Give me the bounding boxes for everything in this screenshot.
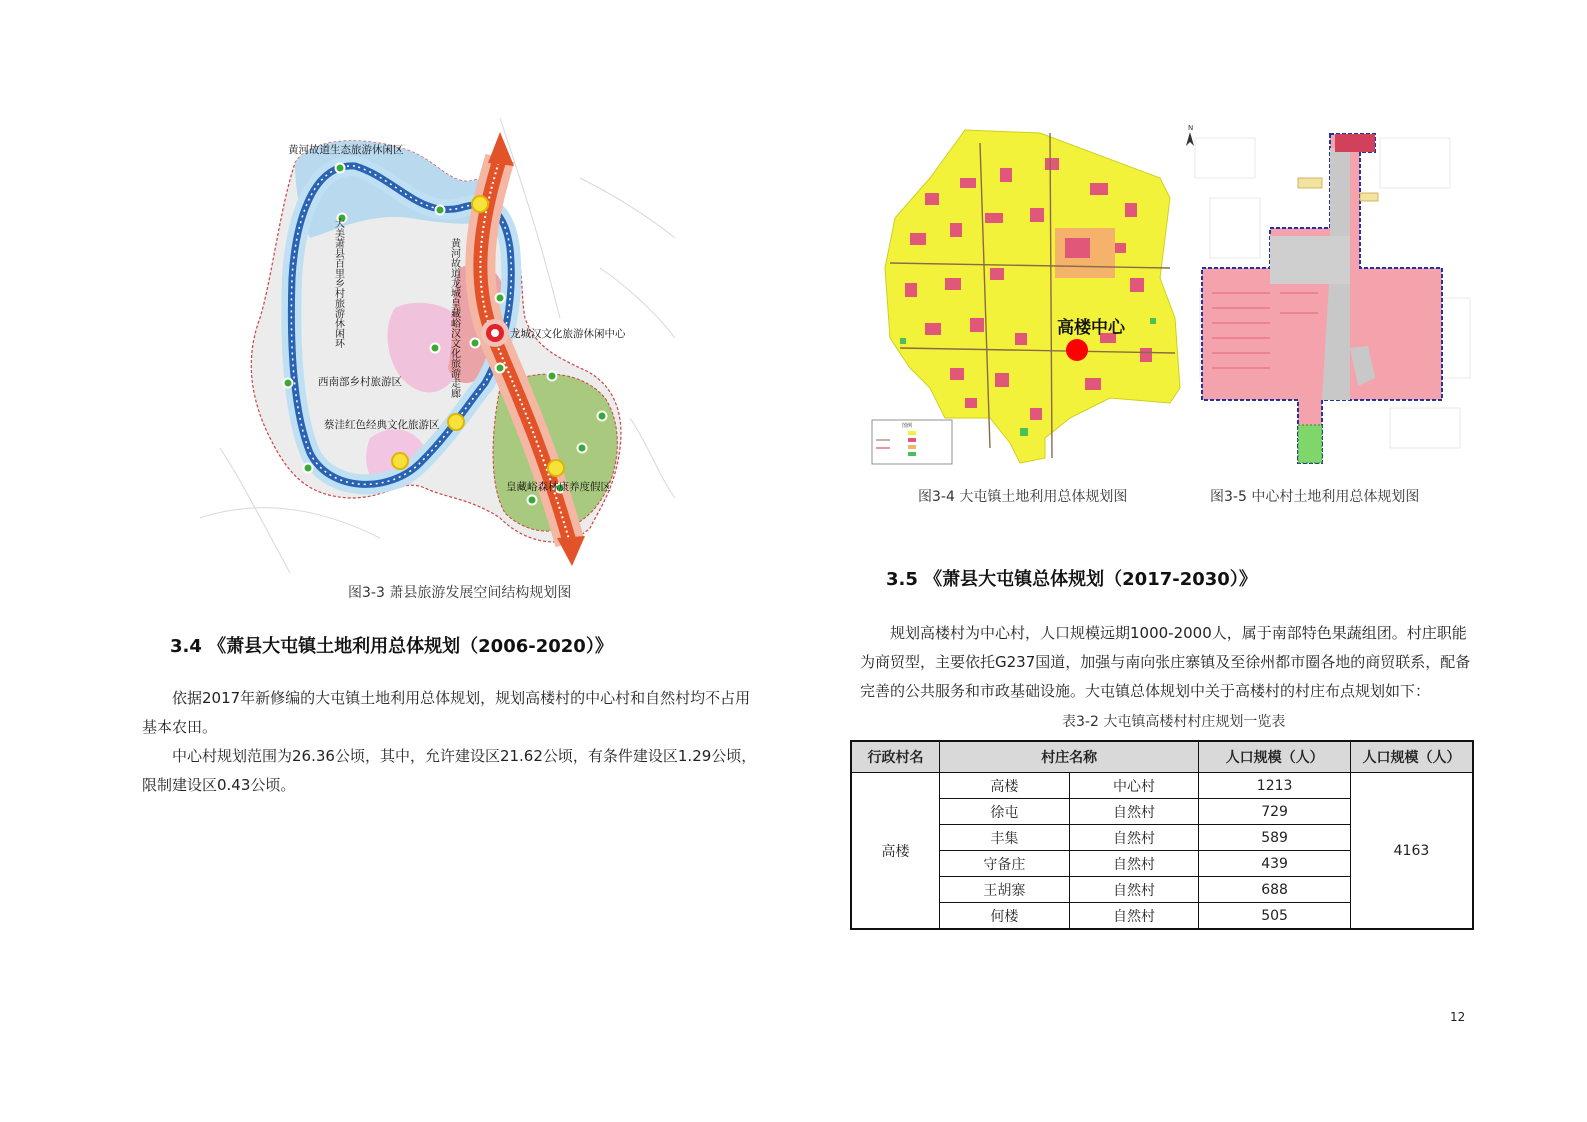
village-name-cell: 徐屯 bbox=[940, 799, 1070, 825]
header-population: 人口规模（人） bbox=[1199, 741, 1351, 773]
center-village-label: 高楼中心 bbox=[1057, 318, 1125, 338]
village-name-cell: 丰集 bbox=[940, 825, 1070, 851]
population-cell: 729 bbox=[1199, 799, 1351, 825]
center-village-marker bbox=[1066, 339, 1088, 361]
village-type-cell: 自然村 bbox=[1069, 799, 1199, 825]
figure-3-5-caption: 图3-5 中心村土地利用总体规划图 bbox=[1210, 489, 1420, 505]
label-ring: 大美萧县百里乡村旅游休闲环 bbox=[332, 218, 344, 348]
paragraph: 规划高楼村为中心村，人口规模远期1000-2000人，属于南部特色果蔬组团。村庄职能为商贸型，主要依托G237国道，加强与南向张庄寨镇及至徐州都市圈各地的商贸联系，配备完善的公共服务和市政基础设施。大屯镇总体规划中关于高楼村的村庄布点规划如下： bbox=[860, 624, 1471, 700]
village-name-cell: 高楼 bbox=[940, 773, 1070, 799]
table-3-2-caption: 表3-2 大屯镇高楼村村庄规划一览表 bbox=[1062, 714, 1286, 730]
population-cell: 688 bbox=[1199, 877, 1351, 903]
village-name-cell: 守备庄 bbox=[940, 851, 1070, 877]
village-type-cell: 中心村 bbox=[1069, 773, 1199, 799]
figure-3-3-caption: 图3-3 萧县旅游发展空间结构规划图 bbox=[348, 585, 572, 601]
village-type-cell: 自然村 bbox=[1069, 851, 1199, 877]
label-forest: 皇藏峪森林康养度假区 bbox=[506, 481, 611, 493]
village-name-cell: 王胡寨 bbox=[940, 877, 1070, 903]
figure-3-4-caption: 图3-4 大屯镇土地利用总体规划图 bbox=[918, 489, 1128, 505]
population-cell: 1213 bbox=[1199, 773, 1351, 799]
section-3-5-title: 3.5 《萧县大屯镇总体规划（2017-2030）》 bbox=[886, 569, 1257, 590]
north-arrow-icon bbox=[1186, 132, 1194, 146]
header-village-name: 村庄名称 bbox=[940, 741, 1199, 773]
north-label: N bbox=[1188, 124, 1194, 132]
section-3-4-title: 3.4 《萧县大屯镇土地利用总体规划（2006-2020）》 bbox=[170, 636, 613, 657]
paragraph: 中心村规划范围为26.36公顷，其中，允许建设区21.62公顷，有条件建设区1.29公顷，限制建设区0.43公顷。 bbox=[142, 747, 757, 794]
header-population-total: 人口规模（人） bbox=[1350, 741, 1473, 773]
label-center: 龙城汉文化旅游休闲中心 bbox=[510, 328, 626, 340]
population-cell: 439 bbox=[1199, 851, 1351, 877]
section-3-5-body bbox=[860, 619, 1476, 706]
paragraph: 依据2017年新修编的大屯镇土地利用总体规划，规划高楼村的中心村和自然村均不占用基本农田。 bbox=[142, 689, 751, 736]
label-north-zone: 黄河故道生态旅游休闲区 bbox=[288, 144, 404, 156]
village-type-cell: 自然村 bbox=[1069, 825, 1199, 851]
section-3-4-body bbox=[142, 684, 764, 800]
village-name-cell: 何楼 bbox=[940, 903, 1070, 930]
population-cell: 589 bbox=[1199, 825, 1351, 851]
town-landuse-map bbox=[870, 118, 1180, 468]
village-type-cell: 自然村 bbox=[1069, 877, 1199, 903]
admin-village-cell: 高楼 bbox=[851, 773, 940, 930]
central-village-plan-map bbox=[1190, 118, 1475, 468]
legend-title: 图例 bbox=[902, 423, 913, 429]
village-type-cell: 自然村 bbox=[1069, 903, 1199, 930]
population-cell: 505 bbox=[1199, 903, 1351, 930]
table-row bbox=[851, 773, 1473, 799]
village-plan-table bbox=[850, 740, 1474, 930]
label-red-culture: 蔡洼红色经典文化旅游区 bbox=[324, 419, 440, 431]
total-population-cell: 4163 bbox=[1350, 773, 1473, 930]
tourism-structure-map bbox=[200, 118, 675, 573]
page-number: 12 bbox=[1450, 1010, 1466, 1024]
header-admin-village: 行政村名 bbox=[851, 741, 940, 773]
label-corridor: 黄河故道龙城皇藏峪汉文化旅游走廊 bbox=[448, 238, 460, 398]
label-southwest: 西南部乡村旅游区 bbox=[318, 376, 402, 388]
